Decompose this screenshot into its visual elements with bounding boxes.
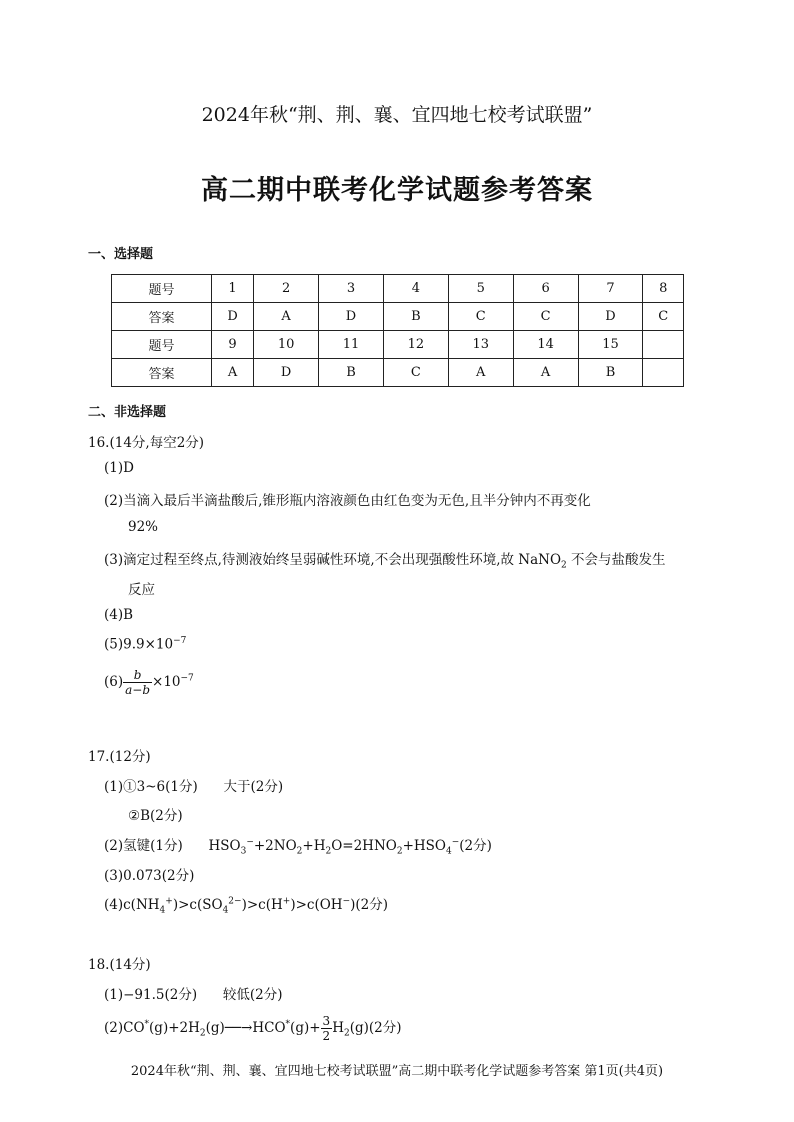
q16-answer-2: (2)当滴入最后半滴盐酸后,锥形瓶内溶液颜色由红色变为无色,且半分钟内不再变化 — [104, 493, 591, 509]
answer-table — [111, 274, 684, 387]
table-row — [112, 331, 684, 359]
row-label-cell: 题号 — [112, 275, 212, 303]
q17-answer-4: $(4)c(NH_4^+)>c(SO_4^{2-})>c(H^+)>c(OH^-)(2$分) — [104, 896, 388, 916]
table-cell: 12 — [383, 331, 448, 359]
q16-heading: 16.(14分,每空2分) — [88, 435, 205, 451]
table-cell: A — [513, 359, 578, 387]
table-cell: D — [319, 303, 384, 331]
table-cell: B — [319, 359, 384, 387]
table-cell — [643, 359, 684, 387]
q17-answer-1b: ②B(2分) — [128, 808, 183, 824]
table-cell: A — [211, 359, 253, 387]
q17-heading: 17.(12分) — [88, 749, 151, 765]
table-cell: A — [448, 359, 513, 387]
exam-header: 2024年秋“荆、荆、襄、宜四地七校考试联盟” — [201, 104, 593, 126]
table-cell: 4 — [383, 275, 448, 303]
q16-answer-4: (4)B — [104, 607, 134, 623]
table-cell: 14 — [513, 331, 578, 359]
table-cell: C — [448, 303, 513, 331]
table-cell: C — [643, 303, 684, 331]
fraction: $\frac{b}{a-b}$ — [125, 668, 151, 697]
q18-answer-1: (1)−91.5(2分) 较低(2分) — [104, 987, 283, 1003]
table-cell: B — [383, 303, 448, 331]
table-cell: B — [578, 359, 643, 387]
table-cell: C — [513, 303, 578, 331]
table-cell: A — [254, 303, 319, 331]
table-cell — [643, 331, 684, 359]
page-title: 高二期中联考化学试题参考答案 — [201, 175, 593, 206]
q18-answer-2: $(2)CO^*(g)+2H_2(g)──\to HCO^*(g)+$ $\frac{3}{2}$ $H_2(g)(2$分) — [104, 1014, 402, 1043]
table-cell: 5 — [448, 275, 513, 303]
table-cell: 11 — [319, 331, 384, 359]
table-row — [112, 359, 684, 387]
section-multiple-choice: 一、选择题 — [88, 247, 154, 262]
q18-heading: 18.(14分) — [88, 957, 151, 973]
row-label-cell: 答案 — [112, 303, 212, 331]
table-cell: 8 — [643, 275, 684, 303]
table-cell: 13 — [448, 331, 513, 359]
table-cell: D — [578, 303, 643, 331]
q16-answer-3b: 反应 — [128, 582, 155, 598]
page-footer: 2024年秋“荆、荆、襄、宜四地七校考试联盟”高二期中联考化学试题参考答案 第1页(共4页) — [130, 1064, 664, 1079]
table-cell: 15 — [578, 331, 643, 359]
row-label-cell: 题号 — [112, 331, 212, 359]
section-non-choice: 二、非选择题 — [88, 405, 167, 420]
table-cell: D — [211, 303, 253, 331]
table-cell: 7 — [578, 275, 643, 303]
table-cell: 9 — [211, 331, 253, 359]
table-cell: 2 — [254, 275, 319, 303]
q16-answer-1: (1)D — [104, 460, 134, 476]
fraction: $\frac{3}{2}$ — [322, 1014, 331, 1043]
q17-answer-2: (2)氢键(1分) $HSO_3^-+2NO_2+H_2O=2HNO_2+HSO_4^-(2$分) — [104, 837, 492, 857]
q17-answer-1: (1)①3~6(1分) 大于(2分) — [104, 779, 284, 795]
table-cell: C — [383, 359, 448, 387]
table-cell: 10 — [254, 331, 319, 359]
table-row — [112, 275, 684, 303]
q16-answer-6: (6) $\frac{b}{a-b}$ $\times 10^{-7}$ — [104, 668, 194, 697]
row-label-cell: 答案 — [112, 359, 212, 387]
table-cell: D — [254, 359, 319, 387]
table-cell: 6 — [513, 275, 578, 303]
q17-answer-3: (3)0.073(2分) — [104, 868, 195, 884]
table-cell: 3 — [319, 275, 384, 303]
q16-answer-3: (3)滴定过程至终点,待测液始终呈弱碱性环境,不会出现强酸性环境,故 NaNO$_2$ 不会与盐酸发生 — [104, 552, 666, 571]
table-row — [112, 303, 684, 331]
table-cell: 1 — [211, 275, 253, 303]
q16-answer-5: $(5)9.9\times 10^{-7}$ — [104, 636, 187, 653]
q16-answer-2b: 92% — [128, 519, 159, 535]
